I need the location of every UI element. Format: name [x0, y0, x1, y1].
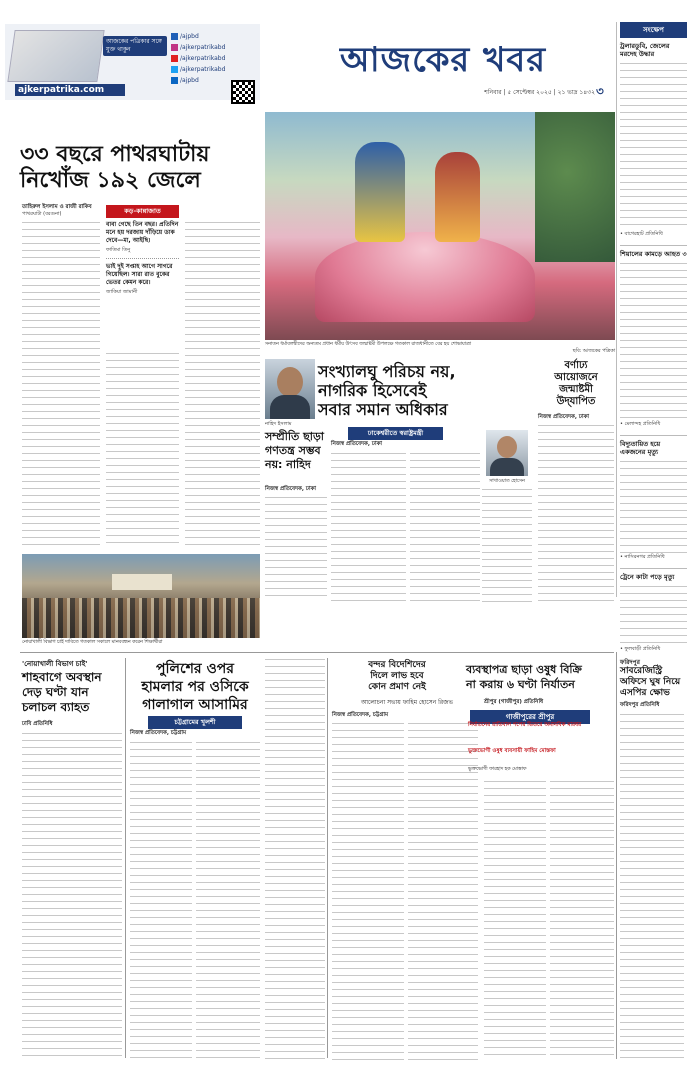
story2-body-col2: [196, 739, 260, 1059]
story5-byline: ফরিদপুর প্রতিনিধি: [620, 702, 660, 708]
story5-headline: সাবরেজিস্ট্রি অফিসে ঘুষ নিয়ে এসপির ক্ষোভ: [620, 666, 681, 698]
radha-figure: [435, 152, 480, 242]
sidebar-item-credit: • মেলান্দহ প্রতিনিধি: [620, 421, 661, 427]
youtube-link[interactable]: /ajkerpatrikabd: [171, 54, 231, 63]
sidebar-item: [620, 250, 687, 429]
website-url[interactable]: ajkerpatrika.com: [15, 84, 125, 96]
lead-headline-line: নিখোঁজ ১৯২ জেলে: [20, 168, 201, 193]
twitter-icon: [171, 66, 178, 73]
story3-byline: নিজস্ব প্রতিবেদক, চট্টগ্রাম: [332, 712, 389, 718]
story4-kicker: গাজীপুরের শ্রীপুর: [470, 710, 590, 724]
story3-headline: বন্দর বিদেশিদের দিলে লাভ হবে কোন প্রমাণ নেই: [368, 660, 426, 692]
twitter-link[interactable]: /ajkerpatrikabd: [171, 65, 231, 74]
lead-byline: তাহিরুল ইসলাম ও রাজী রাকিব: [22, 204, 92, 210]
sidebar-item-title: ট্রলারডুবি, জেলের মরদেহ উদ্ধার: [620, 42, 670, 58]
instagram-icon: [171, 44, 178, 51]
story3-subhead: আলোচনা সভায় ফাহিম হোসেন রিজভ: [361, 699, 453, 706]
sidebar-item-body: [620, 458, 687, 553]
sidebar-item-body: [620, 60, 687, 230]
youtube-icon: [171, 55, 178, 62]
promo-banner: [5, 24, 260, 100]
sidebar-item-body: [620, 260, 687, 420]
nahid-headline: সম্প্রীতি ছাড়া গণতন্ত্র সম্ভব নয়: নাহিদ: [265, 430, 325, 471]
qr-code[interactable]: [231, 80, 255, 104]
minority-body-col1: [331, 450, 406, 602]
quote-2-author: জাকিয়া জামানী: [106, 289, 138, 295]
story2-kicker: চট্টগ্রামের খুলশী: [148, 716, 242, 729]
promo-text: আজকের পত্রিকার সঙ্গে যুক্ত থাকুন: [103, 36, 167, 56]
story4-box-1: নির্যাতনের রাতিবাল শপের ভিতরে অমানবিক মারধর: [468, 722, 582, 728]
logo: আজকের খবর: [340, 40, 547, 80]
linkedin-link[interactable]: /ajpbd: [171, 76, 231, 85]
minority-headline-line: সংখ্যালঘু পরিচয় নয়,: [318, 362, 456, 381]
top-photo-credit: ছবি: আজকের পত্রিকা: [572, 349, 615, 354]
lead-body-col3: [185, 219, 260, 549]
minority-body-col2: [410, 450, 480, 602]
lead-headline: [20, 142, 260, 194]
rally-photo: [22, 554, 260, 638]
story4-headline: ব্যবস্থাপত্র ছাড়া ওষুধ বিক্রি না করায় ৬ ঘণ্টা নির্যাতন: [466, 663, 582, 691]
sidebar: [616, 22, 687, 652]
quote-box-title: কড়-কান্নাজাত: [106, 205, 179, 218]
story4-box-2: ভুক্তভোগী ওষুধ ব্যবসায়ী ফাহিম মোস্তফা: [468, 748, 556, 754]
sidebar-item: [620, 573, 687, 654]
story5-kicker: ফরিদপুর: [620, 659, 640, 666]
nahid-photo-caption: নাহিদ ইসলাম: [265, 421, 292, 427]
portrait-silhouette: [277, 367, 303, 397]
minority-byline: নিজস্ব প্রতিবেদক, ঢাকা: [331, 441, 383, 447]
float-lotus: [315, 232, 535, 322]
minister-photo: [486, 430, 528, 476]
top-photo: [265, 112, 615, 340]
story2-byline: নিজস্ব প্রতিবেদক, চট্টগ্রাম: [130, 730, 187, 736]
sidebar-header: সংক্ষেপ: [620, 22, 687, 38]
story2-body-col1: [130, 739, 192, 1059]
lead-headline-line: ৩৩ বছরে পাথরঘাটায়: [20, 142, 210, 167]
quote-2: ভাই দুই সপ্তাহ আগে সাগরে গিয়েছিল। সারা রাত বুকের ভেতর কেমন করে।: [106, 263, 173, 286]
story1-kicker: 'নোয়াখালী বিভাগ চাই': [22, 660, 88, 668]
minister-photo-caption: সাখাওয়াত হোসেন: [489, 479, 525, 484]
story3-body-col1: [332, 720, 404, 1060]
nahid-photo: [265, 359, 315, 419]
sidebar-item-credit: • নাসিরনগর প্রতিনিধি: [620, 554, 665, 560]
facebook-icon: [171, 33, 178, 40]
linkedin-icon: [171, 77, 178, 84]
story1-byline: ঢাবি প্রতিনিধি: [22, 721, 53, 727]
lead-quote-box: [106, 205, 179, 345]
minority-body-col3: [482, 486, 532, 602]
quote-1-author: ফাতিমা তিনু: [106, 247, 179, 259]
story2-headline: পুলিশের ওপর হামলার পর ওসিকে গালাগাল আসামির: [141, 661, 249, 713]
sidebar-item-credit: • ফুলবাড়ী প্রতিনিধি: [620, 646, 661, 652]
nahid-body: [265, 494, 327, 602]
janmashtami-body: [538, 422, 614, 602]
story4-byline: শ্রীপুর (গাজীপুর) প্রতিনিধি: [484, 699, 544, 705]
quote-1: বাবা গেছে তিন বছর। প্রতিদিন মনে হয় দরজায় দাঁড়িয়ে ডাক দেবে—মা, আইছি।: [106, 221, 179, 244]
story4-photo-caption: ভুক্তভোগী ফারহাদ হক মোস্তাফ: [468, 767, 527, 772]
social-links: [171, 32, 231, 85]
instagram-link[interactable]: /ajkerpatrikabd: [171, 43, 231, 52]
story4-body-col2: [484, 778, 546, 1060]
lead-location: পাথরঘাটা (বরগুনা): [22, 211, 62, 217]
sidebar-item-body: [620, 583, 687, 645]
rally-photo-caption: নোয়াখালী বিভাগ চাই দাবিতে গতকাল সকালে মানববন্ধন করেন শিক্ষার্থীরা: [22, 640, 163, 645]
masthead: [0, 0, 687, 100]
sidebar-item-title: শিয়ালের কামড়ে আহত ৩: [620, 250, 687, 258]
sidebar-item: [620, 440, 687, 562]
lead-body-col2: [106, 350, 179, 549]
lead-body-col1: [22, 219, 100, 549]
sidebar-item-credit: • বাগেরহাট প্রতিনিধি: [620, 231, 663, 237]
sidebar-item-title: বিদ্যুতায়িত হয়ে একজনের মৃত্যু: [620, 440, 661, 456]
minority-kicker: ঢাকেশ্বরীতে স্বরাষ্ট্রমন্ত্রী: [348, 427, 443, 440]
story1-body: [22, 730, 122, 1060]
minority-headline: [318, 362, 530, 419]
tree-cluster: [535, 112, 615, 262]
date-line: শনিবার | ৫ সেপ্টেম্বর ২০২৫ | ২১ ভাদ্র ১৪৩২: [484, 89, 595, 96]
facebook-link[interactable]: /ajpbd: [171, 32, 231, 41]
janmashtami-byline: নিজস্ব প্রতিবেদক, ঢাকা: [538, 414, 590, 420]
nahid-byline: নিজস্ব প্রতিবেদক, ঢাকা: [265, 486, 317, 492]
minority-headline-line: সবার সমান অধিকার: [318, 400, 448, 419]
story2-body-col3: [265, 656, 325, 1059]
story4-body-col3: [550, 778, 614, 1060]
page-number: ৩: [596, 84, 604, 98]
sidebar-item-title: ট্রেনে কাটা পড়ে মৃত্যু: [620, 573, 675, 581]
minority-headline-line: নাগরিক হিসেবেই: [318, 381, 427, 400]
story5-body: [620, 711, 684, 1060]
story1-headline: শাহবাগে অবস্থান দেড় ঘণ্টা যান চলাচল ব্যাহত: [22, 670, 102, 714]
krishna-figure: [355, 142, 405, 242]
newspaper-stack-image: [7, 30, 104, 82]
janmashtami-headline: বর্ণাঢ্য আয়োজনে জন্মাষ্টমী উদ্‌যাপিত: [554, 360, 598, 407]
sidebar-item: [620, 42, 687, 239]
top-photo-caption: সনাতন ধর্মাবলম্বীদের অন্যতম প্রধান ধর্মীয় উৎসব জন্মাষ্টমী উপলক্ষে গতকাল রাজধানীতে বের হয় শোভাযাত্রা: [265, 342, 471, 347]
